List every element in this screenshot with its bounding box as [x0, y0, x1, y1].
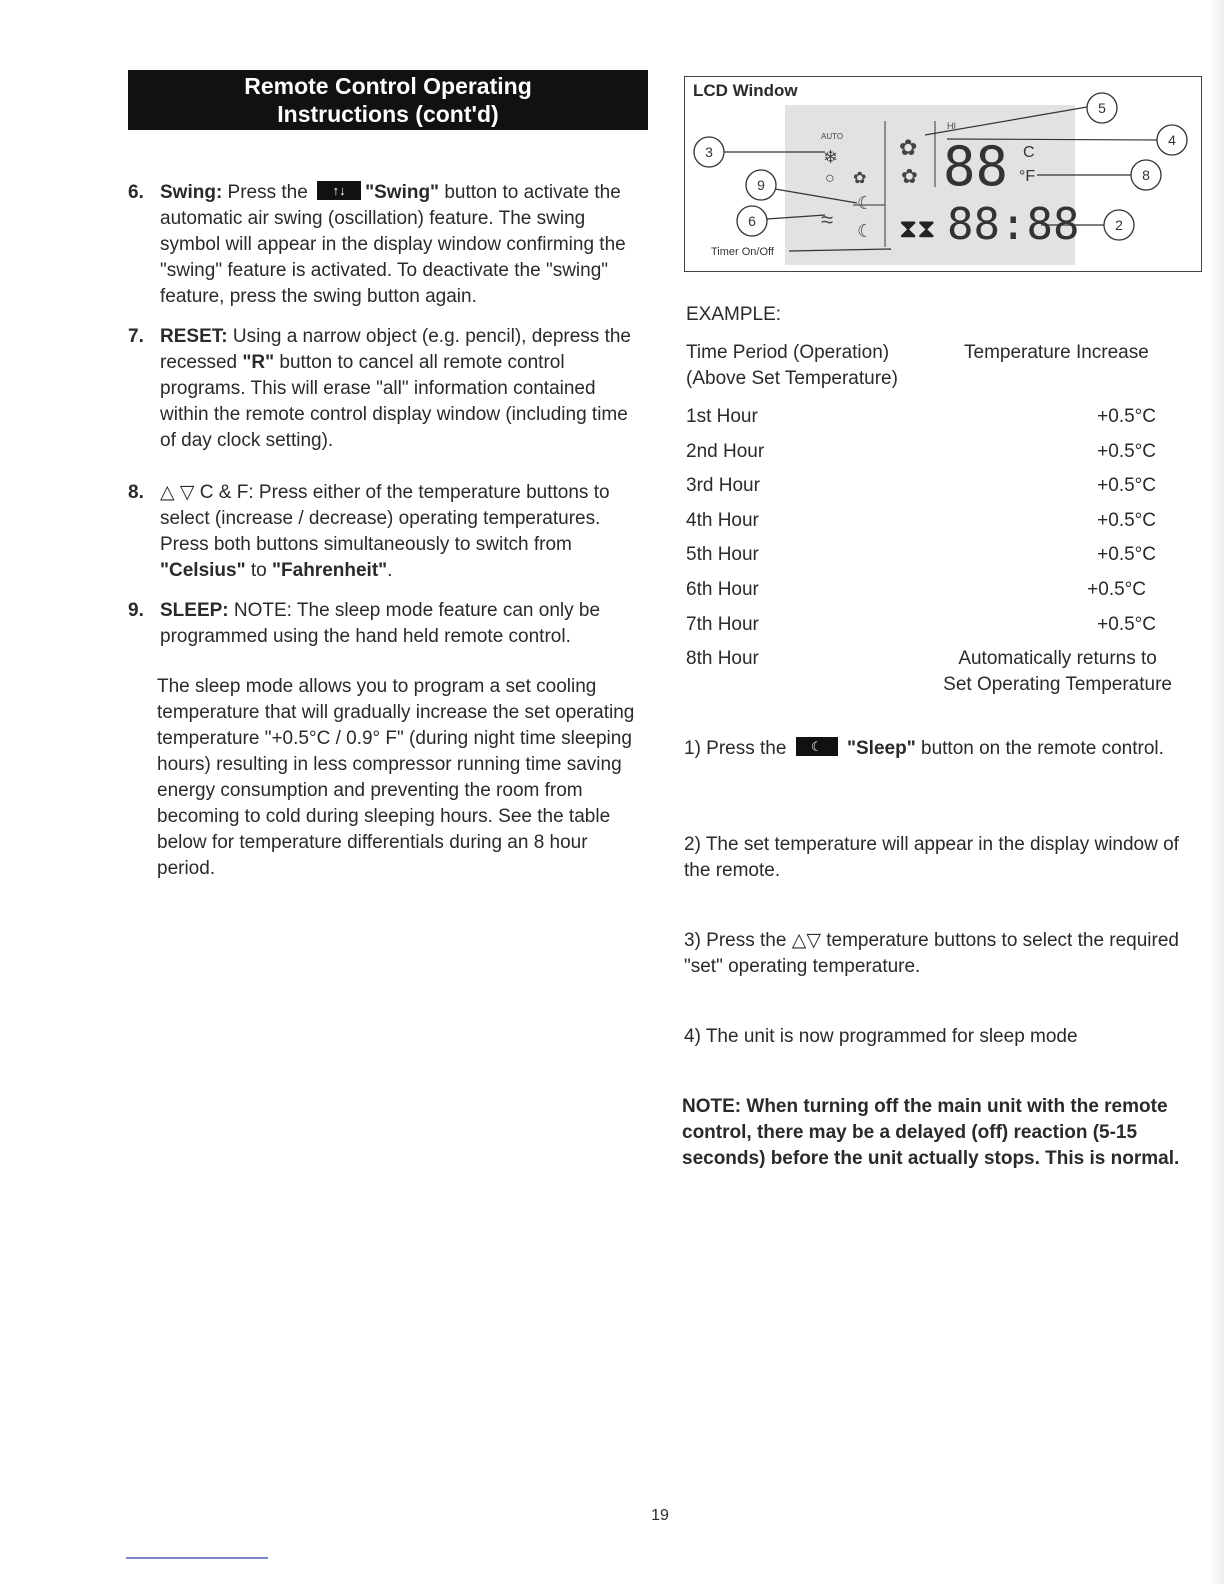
callout-label: 5: [1098, 100, 1106, 116]
increase-cell: +0.5°C: [1097, 613, 1156, 635]
increase-cell: +0.5°C: [1097, 509, 1156, 531]
hi-label: HI: [947, 121, 956, 131]
timer-hourglass-icon: ⧗⧗: [899, 213, 936, 243]
table-row: [686, 508, 1186, 543]
snowflake-icon: ❄: [823, 147, 839, 167]
header-line: (Above Set Temperature): [686, 368, 898, 389]
item-number: 6.: [128, 182, 144, 203]
celsius-indicator: C: [1023, 144, 1035, 161]
swing-label: "Swing": [365, 182, 440, 203]
step-text: temperature buttons to select the required "set" operating temperature.: [684, 930, 1179, 977]
sleep-button-icon: ☾: [796, 737, 838, 756]
callout-label: 6: [748, 213, 756, 229]
callout-label: 2: [1115, 217, 1123, 233]
timer-label: Timer On/Off: [711, 246, 774, 258]
title-line-1: Remote Control Operating: [244, 73, 532, 99]
leader-line: [775, 189, 857, 203]
hour-cell: 3rd Hour: [686, 475, 760, 497]
page-number: 19: [651, 1507, 669, 1524]
hour-cell: 1st Hour: [686, 406, 758, 427]
fan-low-icon: ✿: [901, 166, 918, 188]
example-heading: EXAMPLE:: [686, 304, 782, 325]
hour-cell: 4th Hour: [686, 509, 759, 531]
item-number: 9.: [128, 600, 144, 621]
hour-cell: 6th Hour: [686, 578, 759, 600]
increase-cell: +0.5°C: [1097, 544, 1156, 566]
lcd-window-label: LCD Window: [693, 81, 798, 100]
item-text: .: [387, 560, 393, 581]
item-text: button to activate the automatic air swing (oscillation) feature. The swing symbol will appear in the display window confirming the "swing" feature is activated. To deactivate the "swing" feature, press the swing button again.: [160, 182, 626, 307]
header-line: Time Period (Operation): [686, 342, 890, 363]
temperature-digits: 88: [943, 135, 1009, 198]
item-lead: SLEEP:: [160, 600, 229, 621]
instruction-swing: [128, 180, 648, 310]
hour-cell: 8th Hour: [686, 648, 759, 670]
item-number: 8.: [128, 482, 144, 503]
step-3: [684, 928, 1184, 980]
table-row: [686, 439, 1186, 474]
increase-cell: [943, 646, 1172, 698]
item-text: to: [245, 560, 273, 581]
sleep-example-table: [686, 302, 1186, 702]
item-lead: RESET:: [160, 326, 228, 347]
increase-cell: +0.5°C: [1097, 440, 1156, 462]
clock-digits: 88:88: [947, 199, 1080, 250]
leader-line: [789, 249, 891, 251]
hour-cell: 7th Hour: [686, 613, 759, 635]
sleep-paragraph: The sleep mode allows you to program a set cooling temperature that will gradually increase the set operating temperature "+0.5°C / 0.9° F" (during night time sleeping hours) resulting in less compressor running time saving energy consumption and preventing the room from becoming to cold during sleeping hours. See the table below for temperature differentials during an 8 hour period.: [157, 676, 635, 879]
return-line: Set Operating Temperature: [943, 674, 1172, 696]
time-period-header: [686, 340, 946, 392]
instruction-sleep: [128, 598, 648, 650]
page-edge-shadow: [1208, 0, 1224, 1584]
table-row: [686, 612, 1186, 647]
item-number: 7.: [128, 326, 144, 347]
callout-label: 9: [757, 177, 765, 193]
note-paragraph: NOTE: When turning off the main unit with the remote control, there may be a delayed (off) reaction (5-15 seconds) before the unit actually stops. This is normal.: [682, 1096, 1180, 1169]
leader-line: [767, 215, 825, 219]
callout-label: 8: [1142, 167, 1150, 183]
sleep-icon: ☾: [857, 221, 874, 241]
footer-divider: [126, 1557, 268, 1559]
item-text: button to cancel all remote control programs. This will erase "all" information contained within the remote control display window (including time of day clock setting).: [160, 352, 628, 451]
item-text: NOTE: The sleep mode feature can only be programmed using the hand held remote control.: [160, 600, 601, 647]
step-4: 4) The unit is now programmed for sleep mode: [684, 1026, 1078, 1047]
fahrenheit-label: "Fahrenheit": [272, 560, 388, 581]
table-row: [686, 404, 1186, 439]
step-1: [684, 736, 1184, 762]
item-text: Using a narrow object (e.g. pencil), depress the recessed: [160, 326, 632, 373]
temperature-arrows-icon: △ ▽: [160, 482, 195, 503]
example-header-row: [686, 340, 1186, 396]
item-text: Press the: [222, 182, 314, 203]
increase-cell: +0.5°C: [1097, 406, 1156, 427]
sleep-moon-icon: ☾: [857, 193, 874, 213]
temperature-increase-header: Temperature Increase: [964, 342, 1149, 363]
step-text: 1) Press the: [684, 738, 792, 759]
lcd-window-figure: [684, 76, 1202, 272]
swing-button-icon: ↑↓: [317, 181, 361, 200]
item-lead: Swing:: [160, 182, 223, 203]
step-text: 3) Press the: [684, 930, 792, 951]
increase-cell: +0.5°C: [1087, 578, 1146, 600]
table-row: [686, 577, 1186, 612]
item-text: C & F: Press either of the temperature buttons to select (increase / decrease) operating temperatures. Press both buttons simultaneously to switch from: [160, 482, 610, 555]
hour-cell: 2nd Hour: [686, 440, 765, 462]
instruction-temperature: [128, 480, 648, 584]
lcd-diagram: [685, 77, 1203, 273]
fan-small-icon: ✿: [853, 170, 867, 187]
fahrenheit-indicator: °F: [1019, 168, 1036, 185]
instruction-reset: [128, 324, 648, 454]
title-line-2: Instructions (cont'd): [277, 101, 499, 127]
table-row: [686, 646, 1186, 702]
callout-label: 4: [1168, 132, 1176, 148]
reset-label: "R": [242, 352, 275, 373]
sleep-label: "Sleep": [847, 738, 916, 759]
instructions-column: [128, 180, 648, 882]
step-text: button on the remote control.: [915, 738, 1164, 759]
return-line: Automatically returns to: [958, 648, 1157, 670]
celsius-label: "Celsius": [160, 560, 246, 581]
increase-cell: +0.5°C: [1097, 475, 1156, 497]
hour-cell: 5th Hour: [686, 544, 759, 566]
fan-high-icon: ✿: [899, 135, 918, 160]
table-row: [686, 542, 1186, 577]
auto-label: AUTO: [821, 132, 844, 141]
step-2: 2) The set temperature will appear in the display window of the remote.: [684, 834, 1179, 881]
drop-icon: ○: [825, 170, 835, 187]
temperature-arrows-icon: △▽: [791, 930, 821, 951]
swing-icon: ≈: [821, 207, 834, 232]
table-row: [686, 473, 1186, 508]
section-title: [128, 70, 648, 130]
callout-label: 3: [705, 144, 713, 160]
